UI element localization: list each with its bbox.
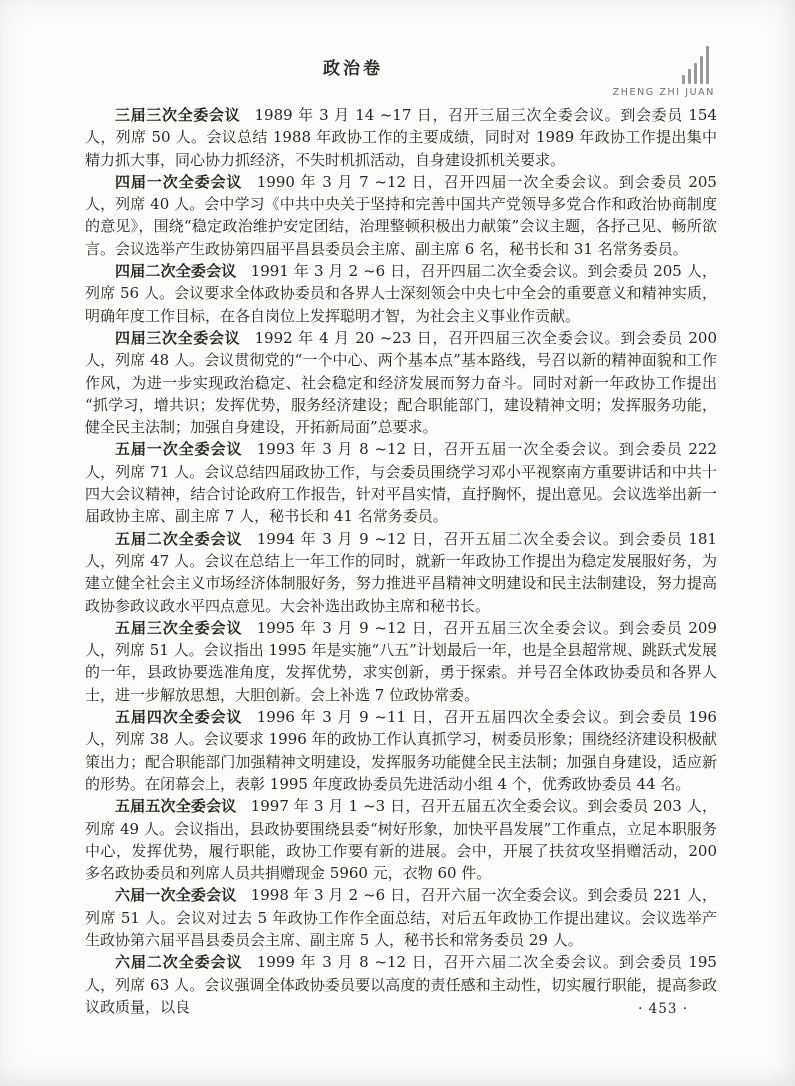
paragraph [85,706,717,795]
logo-bars-icon [613,42,709,84]
page-number: · 453 · [638,1001,688,1017]
paragraph [85,617,717,706]
publisher-logo [613,42,715,98]
paragraph [85,528,717,617]
paragraph [85,884,717,951]
entry-text: 1995 年 3 月 9 ~12 日，召开五届三次全委会议。到会委员 209 人，列席 51 人。会议指出 1995 年是实施“八五”计划最后一年，也是全县超常规、跳跃式发展的一年，县政协要选准角度，发挥优势，求实创新，勇于探索。并号召全体政协委员和各界人士，进一步解放思想，大胆创新。会上补选 7 位政协常委。 [85,618,717,704]
entry-term: 五届四次全委会议 [115,708,243,727]
paragraph [85,951,717,1018]
paragraph [85,327,717,438]
entry-text: 1993 年 3 月 8 ~12 日，召开五届一次全委会议。到会委员 222 人，列席 71 人。会议总结四届政协工作，与会委员围绕学习邓小平视察南方重要讲话和中共十四大会议精神，结合讨论政府工作报告，针对平昌实情，直抒胸怀，提出意见。会议选举出新一届政协主席、副主席 7 人，秘书长和 41 名常务委员。 [85,440,717,526]
entry-text: 1991 年 3 月 2 ~6 日，召开四届二次全委会议。到会委员 205 人，列席 56 人。会议要求全体政协委员和各界人士深刻领会中央七中全会的重要意义和精神实质，明确年度工作目标，在各自岗位上发挥聪明才智，为社会主义事业作贡献。 [85,262,717,325]
page-header [85,48,717,100]
paragraph [85,104,717,171]
entry-text: 1992 年 4 月 20 ~23 日，召开四届三次全委会议。到会委员 200 人，列席 48 人。会议贯彻党的“一个中心、两个基本点”基本路线，号召以新的精神面貌和工作作风，为进一步实现政治稳定、社会稳定和经济发展而努力奋斗。同时对新一年政协工作提出“抓学习，增共识；发挥优势，服务经济建设；配合职能部门，建设精神文明；发挥服务功能，健全民主法制；加强自身建设，开拓新局面”总要求。 [85,328,717,437]
paragraph [85,260,717,327]
entry-term: 六届一次全委会议 [115,886,237,905]
entry-text: 1990 年 3 月 7 ~12 日，召开四届一次全委会议。到会委员 205 人，列席 40 人。会中学习《中共中央关于坚持和完善中国共产党领导多党合作和政治协商制度的意见》，围绕“稳定政治维护安定团结，治理整顿积极出力献策”会议主题，各抒己见、畅所欲言。会议选举产生政协第四届平昌县委员会主席、副主席 6 名，秘书长和 31 名常务委员。 [85,172,717,258]
body-text [85,104,717,1018]
entry-text: 1999 年 3 月 8 ~12 日，召开六届二次全委会议。到会委员 195 人，列席 63 人。会议强调全体政协委员要以高度的责任感和主动性，切实履行职能，提高参政议政质量，以良 [85,953,717,1016]
entry-text: 1997 年 3 月 1 ~3 日，召开五届五次全委会议。到会委员 203 人，列席 49 人。会议指出，县政协要围绕县委“树好形象，加快平昌发展”工作重点，立足本职服务中心，发挥优势，履行职能，政协工作要有新的进展。会中，开展了扶贫攻坚捐赠活动，200 多名政协委员和列席人员共捐赠现金 5960 元，衣物 60 件。 [85,797,717,883]
entry-text: 1994 年 3 月 9 ~12 日，召开五届二次全委会议。到会委员 181 人，列席 47 人。会议在总结上一年工作的同时，就新一年政协工作提出为稳定发展服好务，为建立健全社会主义市场经济体制服好务，努力推进平昌精神文明建设和民主法制建设，努力提高政协参政议政水平四点意见。大会补选出政协主席和秘书长。 [85,529,717,615]
entry-term: 五届三次全委会议 [115,618,243,637]
entry-term: 六届二次全委会议 [115,953,243,972]
entry-term: 四届三次全委会议 [115,328,241,347]
entry-term: 三届三次全委会议 [115,106,241,124]
entry-term: 五届一次全委会议 [115,440,243,459]
paragraph [85,171,717,260]
entry-text: 1998 年 3 月 2 ~6 日，召开六届一次全委会议。到会委员 221 人，列席 51 人。会议对过去 5 年政协工作作全面总结，对后五年政协工作提出建议。会议选举产生政协第六届平昌县委员会主席、副主席 5 人，秘书长和常务委员 29 人。 [85,886,717,949]
entry-term: 五届五次全委会议 [115,797,237,816]
logo-text: ZHENG ZHI JUAN [612,87,715,98]
page-title: 政治卷 [323,59,383,79]
paragraph [85,438,717,527]
entry-term: 四届一次全委会议 [115,172,243,191]
entry-term: 四届二次全委会议 [115,262,237,281]
entry-text: 1996 年 3 月 9 ~11 日，召开五届四次全委会议。到会委员 196 人，列席 38 人。会议要求 1996 年的政协工作认真抓学习，树委员形象；围绕经济建设积极献策出力；配合职能部门加强精神文明建设，发挥服务功能健全民主法制；加强自身建设，适应新的形势。在闭幕会上，表彰 1995 年度政协委员先进活动小组 4 个，优秀政协委员 44 名。 [85,708,717,793]
entry-text: 1989 年 3 月 14 ~17 日，召开三届三次全委会议。到会委员 154 人，列席 50 人。会议总结 1988 年政协工作的主要成绩，同时对 1989 年政协工作提出集中精力抓大事，同心协力抓经济，不失时机抓活动，自身建设抓机关要求。 [85,106,717,169]
entry-term: 五届二次全委会议 [115,529,243,548]
paragraph [85,795,717,884]
